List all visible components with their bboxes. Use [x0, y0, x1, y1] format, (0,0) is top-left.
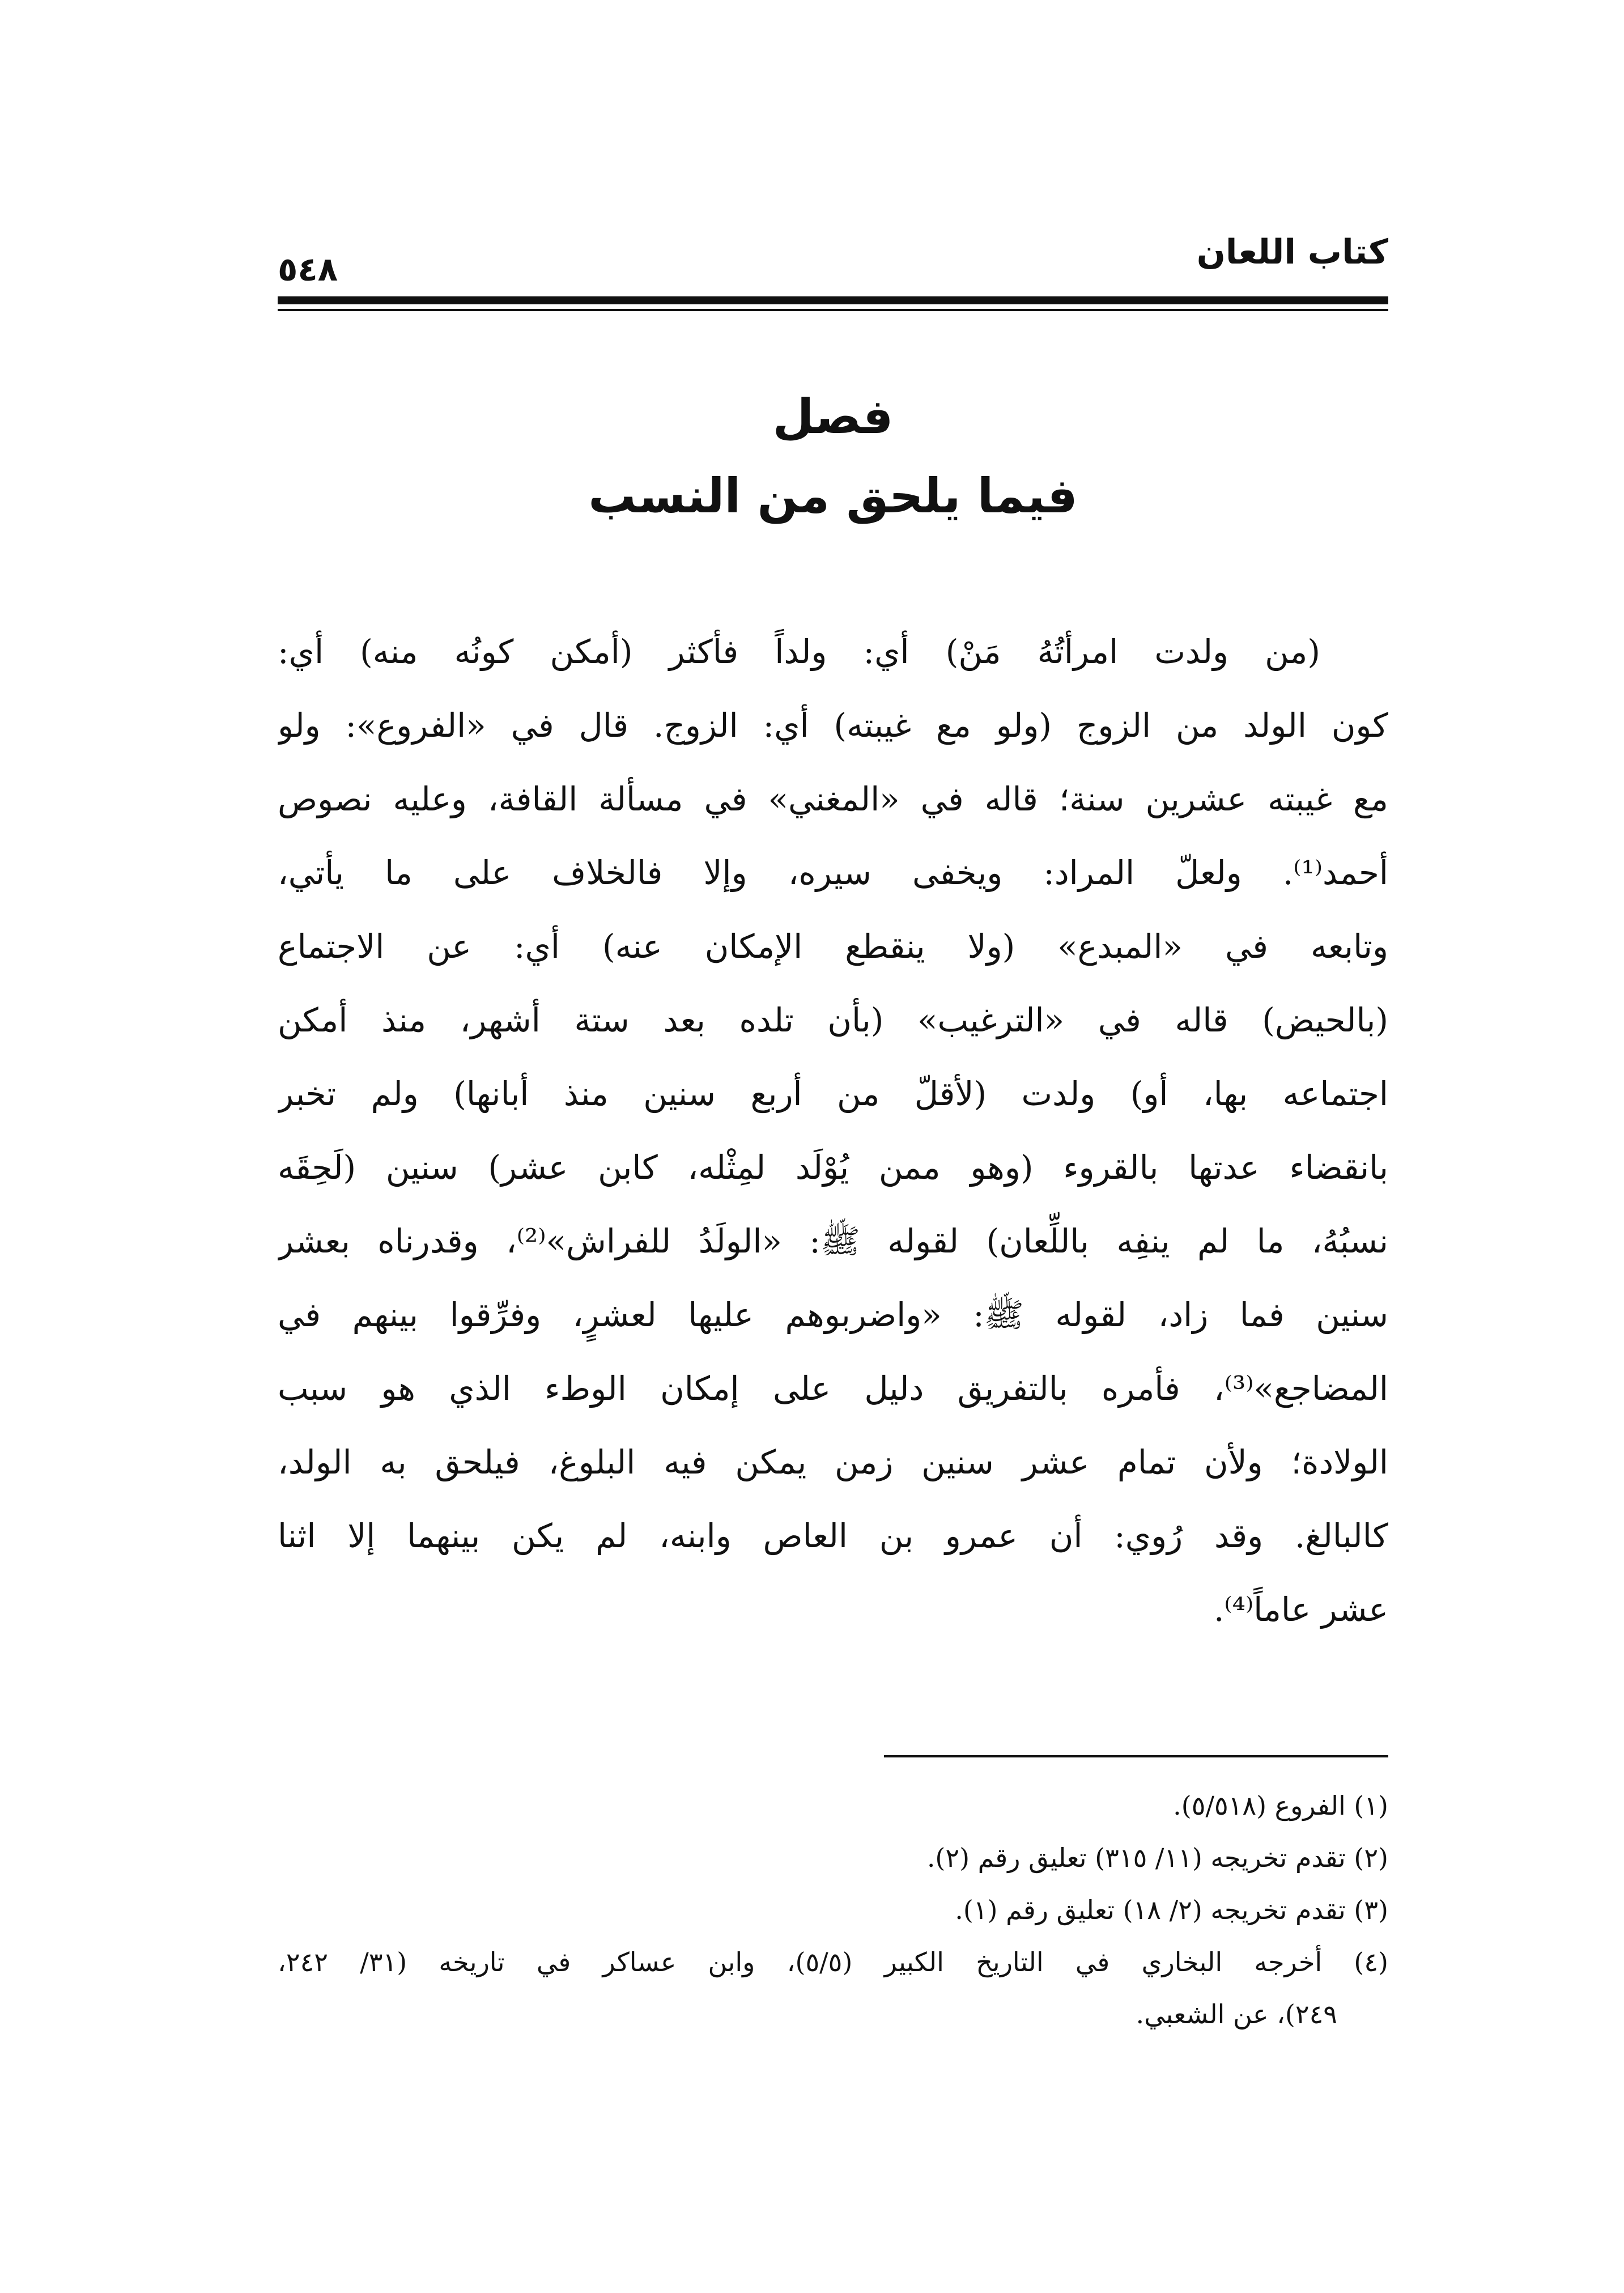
body-line: اجتماعه بها، أو) ولدت (لأقلّ من أربع سنين منذ أبانها) ولم تخبر	[278, 1075, 1388, 1113]
footnote-separator	[884, 1755, 1388, 1757]
body-line: (من ولدت امرأتُهُ مَنْ) أي: ولداً فأكثر (أمكن كونُه منه) أي:	[278, 632, 1320, 671]
body-line: كالبالغ. وقد رُوي: أن عمرو بن العاص وابنه، لم يكن بينهما إلا اثنا	[278, 1517, 1388, 1555]
body-line: نسبُهُ، ما لم ينفِه باللِّعان) لقوله ﷺ: «الولَدُ للفراش»⁽²⁾، وقدرناه بعشر	[278, 1222, 1388, 1260]
body-line: وتابعه في «المبدع» (ولا ينقطع الإمكان عنه) أي: عن الاجتماع	[278, 927, 1388, 966]
footnotes	[278, 1780, 1388, 2040]
body-line: (بالحيض) قاله في «الترغيب» (بأن تلده بعد ستة أشهر، منذ أمكن	[278, 1001, 1388, 1039]
footnote-4-continuation: ٢٤٩)، عن الشعبي.	[1136, 1999, 1337, 2029]
body-line: عشر عاماً⁽⁴⁾.	[1213, 1590, 1388, 1629]
running-header	[278, 224, 1388, 326]
page-number: ٥٤٨	[278, 250, 338, 288]
footnote-4: (٤) أخرجه البخاري في التاريخ الكبير (٥/٥)، وابن عساكر في تاريخه (٣١/ ٢٤٢،	[278, 1947, 1388, 1977]
footnote-2: (٢) تقدم تخريجه (١١/ ٣١٥) تعليق رقم (٢).	[926, 1842, 1388, 1873]
body-line: كون الولد من الزوج (ولو مع غيبته) أي: الزوج. قال في «الفروع»: ولو	[278, 706, 1388, 745]
body-paragraph	[278, 615, 1388, 1646]
body-line: الولادة؛ ولأن تمام عشر سنين زمن يمكن فيه البلوغ، فيلحق به الولد،	[278, 1443, 1388, 1481]
body-line: المضاجع»⁽³⁾، فأمره بالتفريق دليل على إمكان الوطء الذي هو سبب	[278, 1369, 1388, 1408]
section-subheading: فيما يلحق من النسب	[588, 468, 1078, 524]
section-heading: فصل	[772, 389, 894, 444]
body-line: أحمد⁽¹⁾. ولعلّ المراد: ويخفى سيره، وإلا فالخلاف على ما يأتي،	[278, 853, 1388, 892]
book-title: كتاب اللعان	[1196, 232, 1388, 272]
header-double-rule	[278, 296, 1388, 309]
body-line: سنين فما زاد، لقوله ﷺ: «واضربوهم عليها لعشرٍ، وفرِّقوا بينهم في	[278, 1296, 1388, 1334]
footnote-1: (١) الفروع (٥/٥١٨).	[1173, 1790, 1388, 1821]
body-line: مع غيبته عشرين سنة؛ قاله في «المغني» في مسألة القافة، وعليه نصوص	[278, 780, 1388, 818]
footnote-3: (٣) تقدم تخريجه (٢/ ١٨) تعليق رقم (١).	[955, 1895, 1388, 1925]
body-line: بانقضاء عدتها بالقروء (وهو ممن يُوْلَد لمِثْله، كابن عشر) سنين (لَحِقَه	[278, 1148, 1388, 1187]
